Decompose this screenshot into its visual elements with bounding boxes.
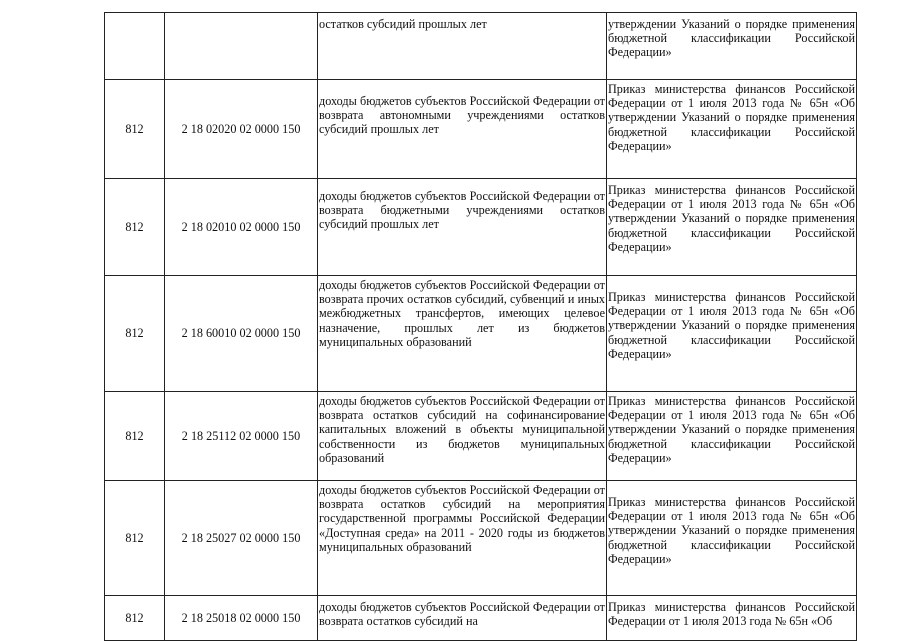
legal-basis-text: Приказ министерства финансов Российской Федерации от 1 июля 2013 года № 65н «Об утверждении Указаний о порядке применения бюджетной классификации Российской Федерации» xyxy=(608,183,855,254)
legal-basis-text: Приказ министерства финансов Российской Федерации от 1 июля 2013 года № 65н «Об xyxy=(608,600,855,629)
admin-code-cell: 812 xyxy=(105,80,165,179)
legal-basis-cell xyxy=(607,80,857,179)
description-text: остатков субсидий прошлых лет xyxy=(319,17,487,31)
legal-basis-text: Приказ министерства финансов Российской Федерации от 1 июля 2013 года № 65н «Об утверждении Указаний о порядке применения бюджетной классификации Российской Федерации» xyxy=(608,495,855,566)
table-row xyxy=(105,481,857,596)
description-cell xyxy=(318,596,607,641)
kbk-code-cell: 2 18 02010 02 0000 150 xyxy=(165,179,318,276)
kbk-code-cell xyxy=(165,13,318,80)
legal-basis-text: Приказ министерства финансов Российской Федерации от 1 июля 2013 года № 65н «Об утверждении Указаний о порядке применения бюджетной классификации Российской Федерации» xyxy=(608,82,855,153)
description-text: доходы бюджетов субъектов Российской Федерации от возврата бюджетными учреждениями остатков субсидий прошлых лет xyxy=(319,189,605,232)
legal-basis-cell xyxy=(607,13,857,80)
description-text: доходы бюджетов субъектов Российской Федерации от возврата остатков субсидий на софинансирование капитальных вложений в объекты муниципальной собственности из бюджетов муниципальных образований xyxy=(319,394,605,465)
admin-code-cell: 812 xyxy=(105,596,165,641)
description-cell xyxy=(318,481,607,596)
budget-classification-table xyxy=(104,12,857,641)
legal-basis-text: Приказ министерства финансов Российской Федерации от 1 июля 2013 года № 65н «Об утверждении Указаний о порядке применения бюджетной классификации Российской Федерации» xyxy=(608,394,855,465)
legal-basis-text: Приказ министерства финансов Российской Федерации от 1 июля 2013 года № 65н «Об утверждении Указаний о порядке применения бюджетной классификации Российской Федерации» xyxy=(608,290,855,361)
kbk-code-cell: 2 18 25018 02 0000 150 xyxy=(165,596,318,641)
kbk-code-cell: 2 18 02020 02 0000 150 xyxy=(165,80,318,179)
table-row xyxy=(105,80,857,179)
description-text: доходы бюджетов субъектов Российской Федерации от возврата остатков субсидий на xyxy=(319,600,605,629)
description-cell xyxy=(318,179,607,276)
legal-basis-cell xyxy=(607,179,857,276)
admin-code-cell: 812 xyxy=(105,276,165,392)
legal-basis-cell xyxy=(607,596,857,641)
description-cell xyxy=(318,276,607,392)
kbk-code-cell: 2 18 60010 02 0000 150 xyxy=(165,276,318,392)
legal-basis-text: утверждении Указаний о порядке применения бюджетной классификации Российской Федерации» xyxy=(608,17,855,60)
legal-basis-cell xyxy=(607,392,857,481)
description-cell xyxy=(318,13,607,80)
admin-code-cell: 812 xyxy=(105,392,165,481)
description-text: доходы бюджетов субъектов Российской Федерации от возврата остатков субсидий на мероприятия государственной программы Российской Федерации «Доступная среда» на 2011 - 2020 годы из бюджетов муниципальных образований xyxy=(319,483,605,554)
admin-code-cell: 812 xyxy=(105,481,165,596)
table-row xyxy=(105,276,857,392)
description-text: доходы бюджетов субъектов Российской Федерации от возврата прочих остатков субсидий, субвенций и иных межбюджетных трансфертов, имеющих целевое назначение, прошлых лет из бюджетов муниципальных образований xyxy=(319,278,605,349)
table-row xyxy=(105,392,857,481)
legal-basis-cell xyxy=(607,276,857,392)
description-text: доходы бюджетов субъектов Российской Федерации от возврата автономными учреждениями остатков субсидий прошлых лет xyxy=(319,94,605,137)
description-cell xyxy=(318,80,607,179)
kbk-code-cell: 2 18 25027 02 0000 150 xyxy=(165,481,318,596)
table-row xyxy=(105,179,857,276)
table-row xyxy=(105,13,857,80)
table-row xyxy=(105,596,857,641)
admin-code-cell xyxy=(105,13,165,80)
kbk-code-cell: 2 18 25112 02 0000 150 xyxy=(165,392,318,481)
description-cell xyxy=(318,392,607,481)
legal-basis-cell xyxy=(607,481,857,596)
admin-code-cell: 812 xyxy=(105,179,165,276)
